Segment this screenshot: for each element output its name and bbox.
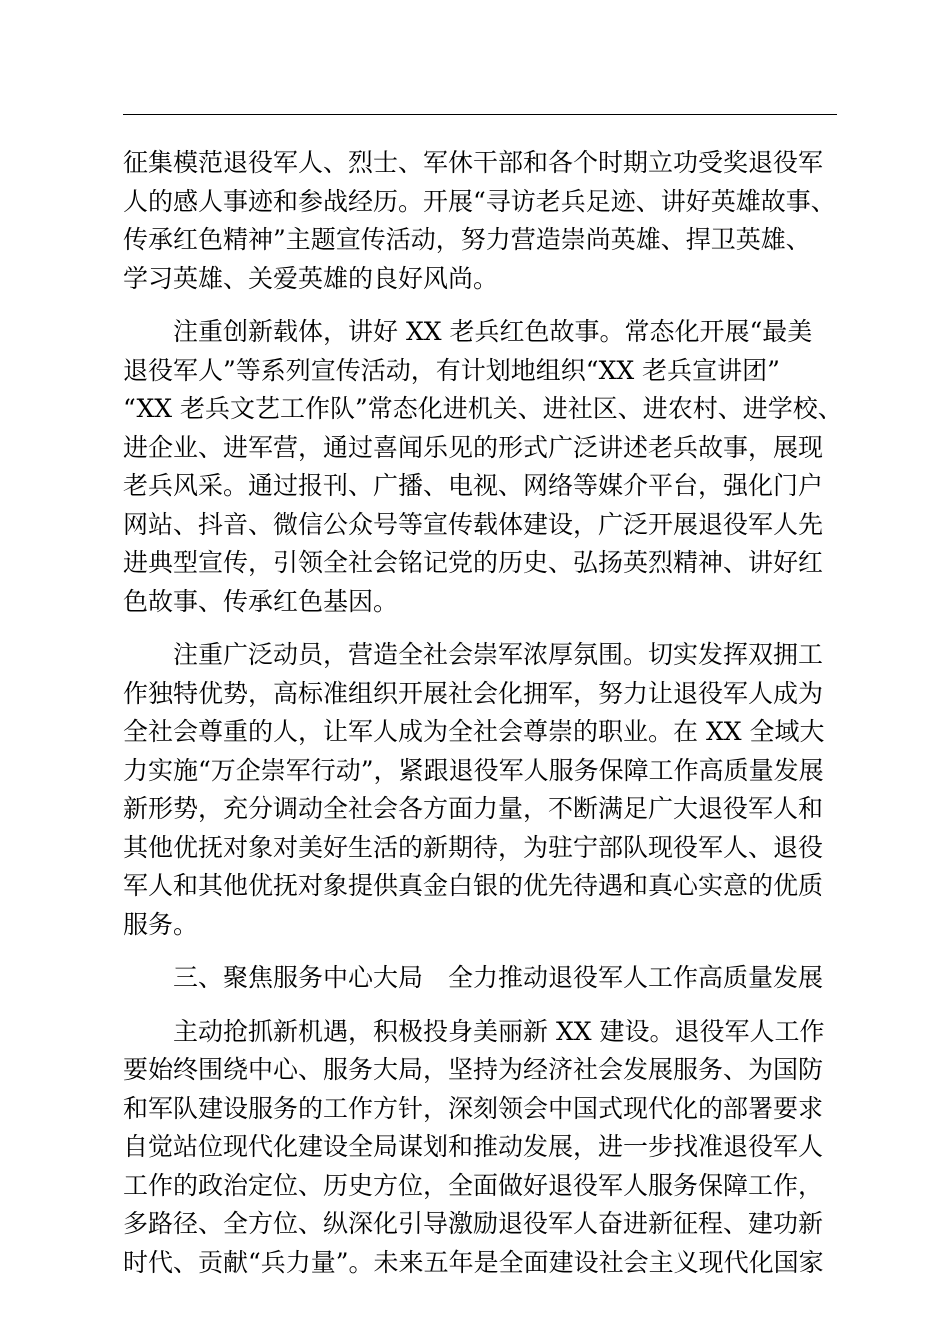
- heading-line: [123, 959, 837, 998]
- heading-subtitle: 全力推动退役军人工作高质量发展: [448, 963, 824, 992]
- heading-number-title: 三、聚焦服务中心大局: [173, 963, 424, 992]
- text-line: 服务。: [123, 909, 199, 939]
- text-line: 老兵风采。通过报刊、广播、电视、网络等媒介平台，强化门户: [123, 471, 824, 500]
- text-line: 力实施“万企崇军行动”，紧跟退役军人服务保障工作高质量发展: [123, 755, 824, 785]
- paragraph-1: [123, 144, 837, 298]
- text-line: 退役军人”等系列宣传活动，有计划地组织“XX 老兵宣讲团”: [123, 355, 780, 385]
- text-line: 注重创新载体，讲好 XX 老兵红色故事。常态化开展“最美: [173, 317, 813, 346]
- text-line: 学习英雄、关爱英雄的良好风尚。: [123, 263, 499, 293]
- text-line: 人的感人事迹和参战经历。开展“寻访老兵足迹、讲好英雄故事、: [123, 186, 836, 216]
- text-line: 作独特优势，高标准组织开展社会化拥军，努力让退役军人成为: [123, 678, 824, 708]
- text-line: “XX 老兵文艺工作队”常态化进机关、进社区、进农村、进学校、: [123, 394, 843, 423]
- text-line: 主动抢抓新机遇，积极投身美丽新 XX 建设。退役军人工作: [173, 1016, 825, 1046]
- text-line: 军人和其他优抚对象提供真金白银的优先待遇和真心实意的优质: [123, 871, 824, 900]
- text-line: 要始终围绕中心、服务大局，坚持为经济社会发展服务、为国防: [123, 1055, 824, 1084]
- paragraph-4: [123, 1013, 837, 1283]
- text-line: 工作的政治定位、历史方位，全面做好退役军人服务保障工作，: [123, 1170, 824, 1200]
- text-line: 新形势，充分调动全社会各方面力量，不断满足广大退役军人和: [123, 794, 824, 823]
- section-heading: [123, 959, 837, 998]
- text-line: 色故事、传承红色基因。: [123, 586, 399, 616]
- text-line: 网站、抖音、微信公众号等宣传载体建设，广泛开展退役军人先: [123, 509, 824, 539]
- paragraph-3: [123, 636, 837, 944]
- body-text: [123, 144, 843, 1282]
- text-line: 和军队建设服务的工作方针，深刻领会中国式现代化的部署要求: [123, 1093, 824, 1123]
- text-line: 进典型宣传，引领全社会铭记党的历史、弘扬英烈精神、讲好红: [123, 548, 824, 577]
- text-line: 其他优抚对象对美好生活的新期待，为驻宁部队现役军人、退役: [123, 832, 824, 862]
- text-line: 全社会尊重的人，让军人成为全社会尊崇的职业。在 XX 全域大: [123, 717, 825, 746]
- text-line: 进企业、进军营，通过喜闻乐见的形式广泛讲述老兵故事，展现: [123, 432, 824, 462]
- header-rule: [123, 114, 837, 115]
- text-line: 时代、贡献“兵力量”。未来五年是全面建设社会主义现代化国家: [123, 1247, 824, 1277]
- text-line: 征集模范退役军人、烈士、军休干部和各个时期立功受奖退役军: [123, 148, 824, 177]
- text-line: 自觉站位现代化建设全局谋划和推动发展，进一步找准退役军人: [123, 1132, 824, 1161]
- text-line: 注重广泛动员，营造全社会崇军浓厚氛围。切实发挥双拥工: [173, 640, 824, 669]
- paragraph-2: [123, 313, 843, 621]
- text-line: 传承红色精神”主题宣传活动，努力营造崇尚英雄、捍卫英雄、: [123, 225, 811, 254]
- text-line: 多路径、全方位、纵深化引导激励退役军人奋进新征程、建功新: [123, 1209, 824, 1238]
